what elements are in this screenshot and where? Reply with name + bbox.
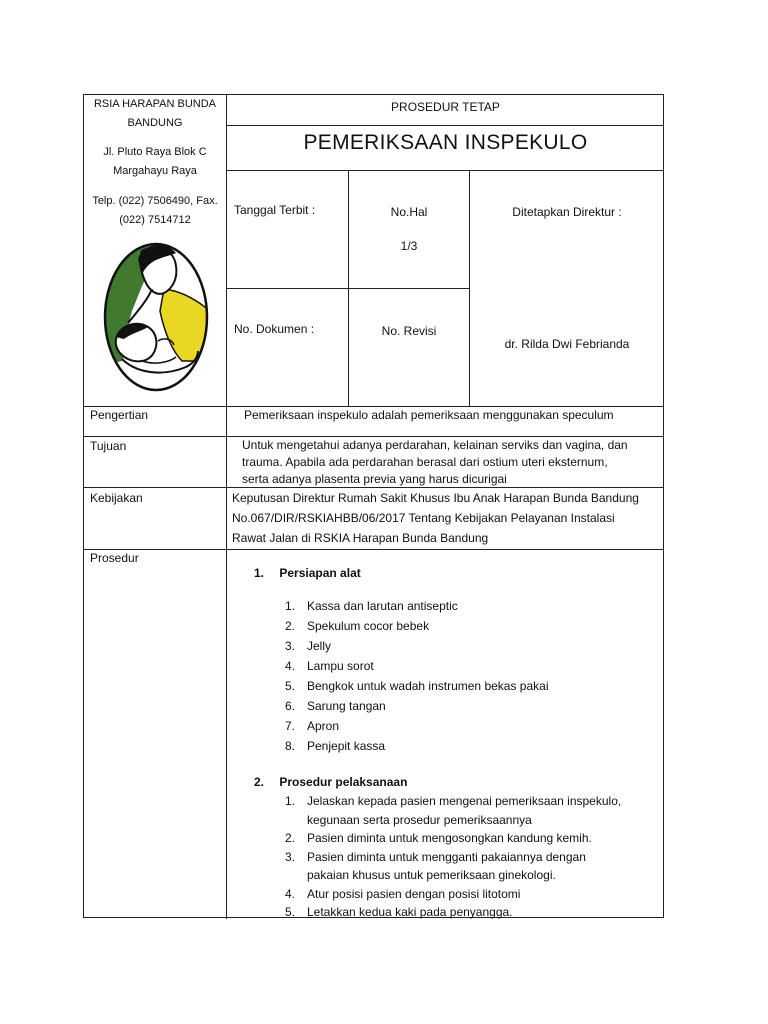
hospital-info: [84, 95, 226, 230]
divider: [226, 95, 227, 919]
no-revisi-label: No. Revisi: [381, 324, 437, 338]
list-item: 1. Kassa dan larutan antiseptic: [284, 599, 458, 613]
tujuan-line: Untuk mengetahui adanya perdarahan, kelainan serviks dan vagina, dan: [242, 438, 628, 452]
sop-document: [83, 94, 664, 918]
divider: [226, 170, 664, 171]
list-item: 5. Letakkan kedua kaki pada penyangga.: [284, 905, 513, 919]
step-title: Persiapan alat: [279, 566, 361, 580]
ditetapkan-label: Ditetapkan Direktur :: [512, 205, 622, 219]
no-dokumen-label: No. Dokumen :: [234, 322, 315, 336]
doc-type: PROSEDUR TETAP: [391, 100, 500, 114]
step-prosedur-pelaksanaan: [254, 773, 407, 792]
kebijakan-line: Rawat Jalan di RSKIA Harapan Bunda Bandung: [232, 531, 489, 545]
list-item: 3. Pasien diminta untuk mengganti pakaiannya dengan pakaian khusus untuk pemeriksaan ginekologi.: [284, 849, 586, 882]
divider: [226, 125, 664, 126]
hospital-address-2: Margahayu Raya: [113, 165, 197, 177]
list-item: 3. Jelly: [284, 639, 332, 653]
kebijakan-label: Kebijakan: [90, 491, 143, 505]
step-number: 2.: [254, 775, 265, 789]
hospital-address-1: Jl. Pluto Raya Blok C: [103, 146, 207, 158]
pengertian-label: Pengertian: [90, 408, 149, 422]
no-hal-value: 1/3: [400, 239, 418, 253]
no-hal-label: No.Hal: [390, 205, 428, 219]
list-item: 4. Lampu sorot: [284, 659, 374, 673]
hospital-name: RSIA HARAPAN BUNDA: [93, 98, 217, 110]
doc-title: PEMERIKSAAN INSPEKULO: [303, 131, 588, 154]
prosedur-label: Prosedur: [90, 551, 139, 565]
tujuan-line: serta adanya plasenta previa yang harus dicurigai: [242, 472, 507, 486]
tujuan-label: Tujuan: [90, 439, 127, 453]
list-item: 1. Jelaskan kepada pasien mengenai pemeriksaan inspekulo, kegunaan serta prosedur pemeriksaannya: [284, 794, 622, 827]
hospital-city: BANDUNG: [127, 117, 183, 129]
tujuan-line: trauma. Apabila ada perdarahan berasal dari ostium uteri eksternum,: [242, 455, 608, 469]
pelaksanaan-list: [270, 792, 660, 922]
pengertian-text: Pemeriksaan inspekulo adalah pemeriksaan menggunakan speculum: [244, 408, 614, 422]
tanggal-terbit-label: Tanggal Terbit :: [234, 203, 316, 217]
direktur-name: dr. Rilda Dwi Febrianda: [504, 337, 630, 351]
list-item: 2. Spekulum cocor bebek: [284, 619, 430, 633]
divider: [226, 288, 469, 289]
kebijakan-line: No.067/DIR/RSKIAHBB/06/2017 Tentang Kebijakan Pelayanan Instalasi: [232, 511, 615, 525]
hospital-phone-2: (022) 7514712: [119, 214, 191, 226]
kebijakan-line: Keputusan Direktur Rumah Sakit Khusus Ibu Anak Harapan Bunda Bandung: [232, 491, 639, 505]
mother-breastfeeding-logo-icon: [102, 241, 210, 393]
list-item: 8. Penjepit kassa: [284, 739, 386, 753]
hospital-phone-1: Telp. (022) 7506490, Fax.: [92, 195, 218, 207]
list-item: 2. Pasien diminta untuk mengosongkan kandung kemih.: [284, 831, 592, 845]
divider: [84, 549, 664, 550]
step-number: 1.: [254, 566, 265, 580]
list-item: 5. Bengkok untuk wadah instrumen bekas pakai: [284, 679, 549, 693]
tujuan-text: [242, 437, 628, 488]
step-persiapan-alat: [254, 564, 361, 583]
list-item: 7. Apron: [284, 719, 340, 733]
kebijakan-text: [232, 488, 639, 548]
step-title: Prosedur pelaksanaan: [279, 775, 408, 789]
list-item: 4. Atur posisi pasien dengan posisi litotomi: [284, 886, 521, 901]
list-item: 6. Sarung tangan: [284, 699, 386, 713]
alat-list: [270, 596, 660, 756]
